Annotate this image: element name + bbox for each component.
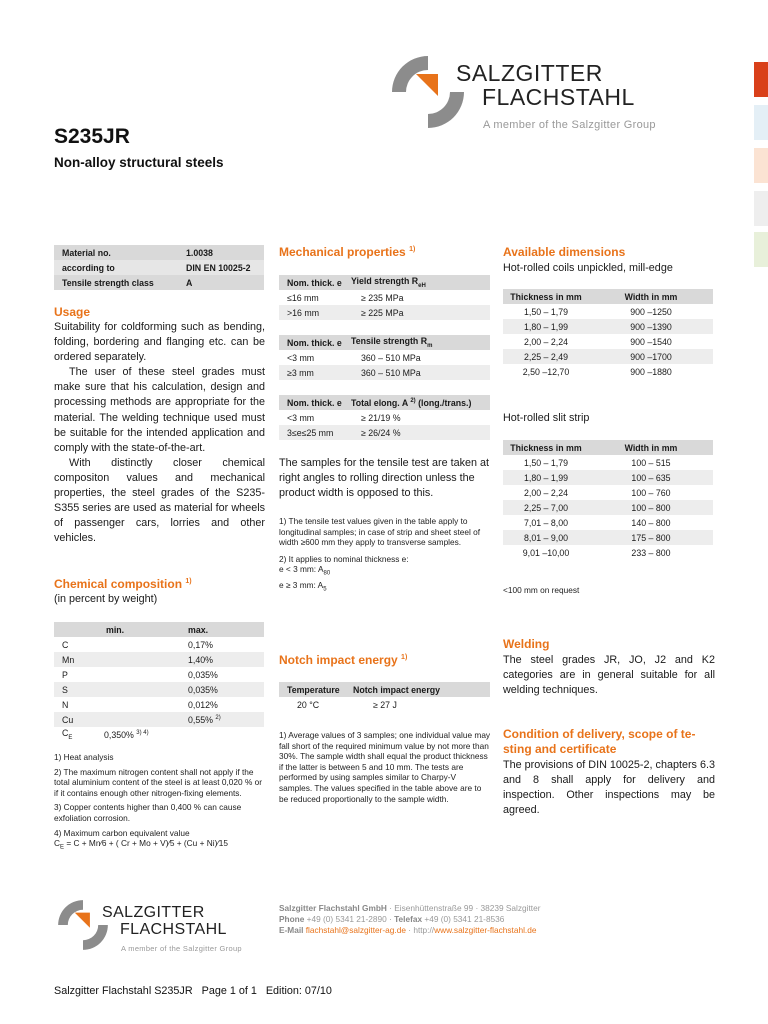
brand-line1: SALZGITTER <box>456 60 603 86</box>
usage-heading: Usage <box>54 305 91 319</box>
usage-p2: The user of these steel grades must make sure that his calculation, design and processing methods are appropriate for the material. The welding technique used must be suitable for the intended application and comply with the state-of-the-art. <box>54 366 265 454</box>
table-row: 7,01 – 8,00 140 – 800 <box>503 515 713 530</box>
table-row: 2,00 – 2,24 100 – 760 <box>503 485 713 500</box>
usage-text <box>54 320 265 546</box>
side-tab-2 <box>754 105 768 140</box>
dimensions-note: <100 mm on request <box>503 585 580 595</box>
table-row: C 0,17% <box>54 637 264 652</box>
strip-label: Hot-rolled slit strip <box>503 412 590 424</box>
chem-note-4: 4) Maximum carbon equivalent value <box>54 827 190 838</box>
dimensions-heading: Available dimensions <box>503 245 626 259</box>
delivery-text: The provisions of DIN 10025-2, chapters 6.3 and 8 shall apply for delivery and inspection. Other inspections may be agreed. <box>503 759 715 817</box>
side-tab-1 <box>754 62 768 97</box>
footer-web: E-Mail flachstahl@salzgitter-ag.de · http://www.salzgitter-flachstahl.de <box>279 924 537 935</box>
table-row: 2,25 – 2,49 900 –1700 <box>503 349 713 364</box>
tensile-table <box>279 335 490 380</box>
table-row: 2,50 –12,70 900 –1880 <box>503 364 713 379</box>
notch-heading: Notch impact energy $^{1)}$ <box>279 653 408 667</box>
table-row: 1,50 – 1,79 900 –1250 <box>503 304 713 319</box>
material-info-table <box>54 245 264 290</box>
table-row: ≤16 mm ≥ 235 MPa <box>279 290 490 305</box>
table-row: <3 mm 360 – 510 MPa <box>279 350 490 365</box>
table-row: 2,25 – 7,00 100 – 800 <box>503 500 713 515</box>
header-tagline: A member of the Salzgitter Group <box>483 119 656 131</box>
website-link[interactable]: www.salzgitter-flachstahl.de <box>434 924 537 935</box>
delivery-heading: Condition of delivery, scope of te- sting and certificate <box>503 727 696 756</box>
table-header: Thickness in mm Width in mm <box>503 440 713 455</box>
page-footer-line: Salzgitter Flachstahl S235JR Page 1 of 1 Edition: 07/10 <box>54 985 332 997</box>
mech-note-2: 2) It applies to nominal thickness e: <box>279 553 409 564</box>
usage-p1: Suitability for coldforming such as bending, folding, bordering and flanging etc. can be ordered separately. <box>54 321 265 364</box>
chem-formula: $C_E = C$ + Mn⁄6 + ( Cr + Mo + V)⁄5 + (Cu + Ni)⁄15 <box>54 838 228 851</box>
table-row: >16 mm ≥ 225 MPa <box>279 305 490 320</box>
welding-heading: Welding <box>503 637 550 651</box>
table-header: Nom. thick. e Yield strength $R_{eH}$ <box>279 275 490 290</box>
elongation-table <box>279 395 490 440</box>
table-row: 1,80 – 1,99 100 – 635 <box>503 470 713 485</box>
page-title: S235JR <box>54 125 130 148</box>
side-tab-3 <box>754 148 768 183</box>
table-header: Temperature Notch impact energy <box>279 682 490 697</box>
chemical-sub: (in percent by weight) <box>54 593 158 605</box>
side-tab-strip <box>754 62 768 272</box>
mechanical-text: The samples for the tensile test are taken at right angles to rolling direction unless the product width is opposed to this. <box>279 457 490 500</box>
table-row: $C_E$ 0,350% $^{3) 4)}$ <box>54 727 264 742</box>
table-row: 1,80 – 1,99 900 –1390 <box>503 319 713 334</box>
table-row: 9,01 –10,00 233 – 800 <box>503 545 713 560</box>
table-row: P 0,035% <box>54 667 264 682</box>
footer-tagline: A member of the Salzgitter Group <box>121 944 242 953</box>
table-row: 1,50 – 1,79 100 – 515 <box>503 455 713 470</box>
table-header: Nom. thick. e Total elong. A $^{2)}$ (long./trans.) <box>279 395 490 410</box>
notch-table <box>279 682 490 712</box>
welding-text: The steel grades JR, JO, J2 and K2 categories are in general suitable for all welding techniques. <box>503 654 715 697</box>
footer-phone: Phone +49 (0) 5341 21-2890 · Telefax +49 (0) 5341 21-8536 <box>279 913 505 924</box>
email-link[interactable]: flachstahl@salzgitter-ag.de <box>305 924 406 935</box>
table-row: 2,00 – 2,24 900 –1540 <box>503 334 713 349</box>
table-row: ≥3 mm 360 – 510 MPa <box>279 365 490 380</box>
chem-note-3: 3) Copper contents higher than 0,400 % can cause exfoliation corrosion. <box>54 802 242 823</box>
footer-address: Salzgitter Flachstahl GmbH · Eisenhüttenstraße 99 · 38239 Salzgitter <box>279 903 541 913</box>
side-tab-4 <box>754 191 768 226</box>
table-row: S 0,035% <box>54 682 264 697</box>
notch-note: 1) Average values of 3 samples; one individual value may fall short of the required minimum value by not more than 30%. The sample width shall equal the product thickness if the latter is between 5 and 10 mm. The tests are performed by using samples similar to Charpy-V samples. The values specified in the table above are to be reduced proportionally to the sample width. <box>279 730 491 804</box>
table-row: <3 mm ≥ 21/19 % <box>279 410 490 425</box>
footer-logo <box>54 896 274 956</box>
table-row: Mn 1,40% <box>54 652 264 667</box>
chemical-table <box>54 622 264 742</box>
mech-note-1: 1) The tensile test values given in the table apply to longitudinal samples; in case of strip and sheet steel of width ≥600 mm they apply to transverse samples. <box>279 516 481 548</box>
table-header: Thickness in mm Width in mm <box>503 289 713 304</box>
coils-label: Hot-rolled coils unpickled, mill-edge <box>503 262 673 274</box>
table-row: according to DIN EN 10025-2 <box>54 260 264 275</box>
chem-note-1: 1) Heat analysis <box>54 752 114 762</box>
table-row: Cu 0,55% $^{2)}$ <box>54 712 264 727</box>
table-row: 20 °C ≥ 27 J <box>279 697 490 712</box>
mechanical-heading: Mechanical properties $^{1)}$ <box>279 245 416 259</box>
side-tab-5 <box>754 232 768 267</box>
mech-note-2b: e ≥ 3 mm: $A_5$ <box>279 579 327 593</box>
table-row: 8,01 – 9,00 175 – 800 <box>503 530 713 545</box>
page-subtitle: Non-alloy structural steels <box>54 155 224 170</box>
usage-p3: With distinctly closer chemical compositon values and mechanical properties, the steel grades of the S235-S355 series are used as material for wheels of passenger cars, lorries and other vehicles. <box>54 456 265 545</box>
table-row: 3≤e≤25 mm ≥ 26/24 % <box>279 425 490 440</box>
mechanical-notes <box>279 516 491 595</box>
footer-brand-line1: SALZGITTER <box>102 904 205 921</box>
table-row: Tensile strength class A <box>54 275 264 290</box>
footer-contact <box>279 903 540 935</box>
strip-table <box>503 440 713 560</box>
chem-note-2: 2) The maximum nitrogen content shall not apply if the total aluminium content of the steel is at least 0,020 % or if it contains enough other nitrogen-fixing elements. <box>54 766 262 798</box>
table-header: min. max. <box>54 622 264 637</box>
brand-line2: FLACHSTAHL <box>482 84 635 110</box>
yield-table <box>279 275 490 320</box>
table-row: Material no. 1.0038 <box>54 245 264 260</box>
footer-brand-line2: FLACHSTAHL <box>120 921 227 938</box>
mech-note-2a: e < 3 mm: $A_{80}$ <box>279 564 331 578</box>
coils-table <box>503 289 713 379</box>
table-header: Nom. thick. e Tensile strength $R_m$ <box>279 335 490 350</box>
table-row: N 0,012% <box>54 697 264 712</box>
chemical-heading: Chemical composition $^{1)}$ <box>54 577 192 591</box>
chemical-notes <box>54 752 266 853</box>
